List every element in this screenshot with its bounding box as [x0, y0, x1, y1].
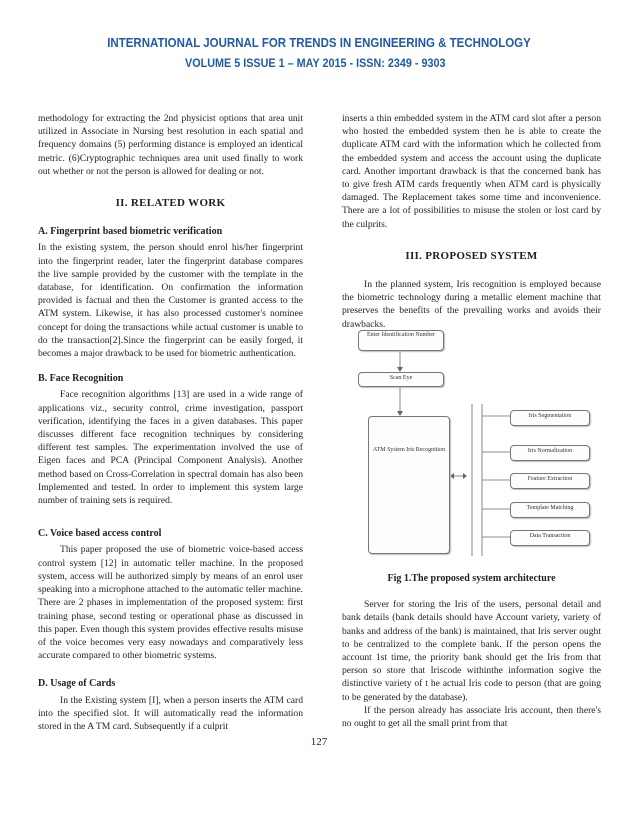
- right-paragraph-4: If the person already has associate Iris account, then there's no ought to get all the small print from that: [342, 704, 601, 730]
- box-iris-segmentation: Iris Segmentation: [510, 410, 590, 426]
- system-architecture-figure: [358, 326, 590, 560]
- right-paragraph-2: In the planned system, Iris recognition is employed because the biometric technology during a metallic element machine that preserves the benefits of the prevailing works and avoids their drawbacks.: [342, 279, 601, 330]
- subsection-heading-cards: D. Usage of Cards: [38, 678, 116, 690]
- right-column-lower: [342, 572, 601, 730]
- left-column: [38, 112, 303, 733]
- right-paragraph-3: Server for storing the Iris of the users, personal detail and bank details (bank details should have Account variety, variety of banks and address of the bank) is maintained, that Iris server ought to be centralized to the complete bank. If the person opens the account 1st time, the priority bank should get the Iris from that person so store that Iriscode withinthe information sogive the distinctive variety of t he actual Iris code to person (that are going to be generated by the database).: [342, 599, 601, 703]
- box-template-matching: Template Matching: [510, 502, 590, 518]
- journal-title: INTERNATIONAL JOURNAL FOR TRENDS IN ENGINEERING & TECHNOLOGY: [107, 36, 531, 50]
- fingerprint-paragraph: In the existing system, the person should enrol his/her fingerprint into the fingerprint reader, later the fingerprint database compares the live sample provided by the customer with the template in the database, for identification. On confirmation the information provided is factual and then the Customer is granted access to the ATM system. Likewise, it has also processed customer's nominee concept for doing the transactions while actual customer is unable to do the transaction[2].Since the fingerprint can be easily forged, it becomes a major drawback to be used for biometric authentication.: [38, 242, 303, 360]
- subsection-heading-face: B. Face Recognition: [38, 373, 124, 385]
- right-column: [342, 112, 601, 331]
- voice-paragraph: This paper proposed the use of biometric voice-based access control system [12] in automatic teller machine. In the proposed system, access will be authorized simply by means of an enrol user speaking into a microphone attached to the automatic teller machine. There are 2 phases in implementation of the proposed system: first training phase, second testing or operational phase as discussed in this paper. Even though this system provides effective results misuse of the voice becomes very easy nowadays and comparatively less accurate compared to other biometric systems.: [38, 544, 303, 662]
- page-number: 127: [310, 736, 328, 748]
- box-enter-identification: Enter Identification Number: [358, 330, 444, 351]
- right-paragraph-1: inserts a thin embedded system in the ATM card slot after a person who hosted the embedded system then he is able to create the duplicate ATM card with the information which he collected from the embedded system and access the account using the duplicate card. Another important drawback is that the concerned bank has to give fresh ATM cards frequently when ATM card is physically damaged. The Replacement takes some time and inconvenience. There are a lot of possibilities to misuse the stolen or lost card by the culprits.: [342, 113, 601, 230]
- section-heading-proposed-system: III. PROPOSED SYSTEM: [405, 249, 538, 262]
- cards-paragraph: In the Existing system [I], when a person inserts the ATM card into the specified slot. It will automatically read the information stored in the A TM card. Subsequently if a culprit: [38, 694, 303, 732]
- box-scan-eye: Scan Eye: [358, 372, 444, 387]
- box-feature-extraction: Feature Extraction: [510, 473, 590, 489]
- section-heading-related-work: II. RELATED WORK: [115, 197, 226, 210]
- box-data-transaction: Data Transaction: [510, 530, 590, 546]
- subsection-heading-fingerprint: A. Fingerprint based biometric verification: [38, 226, 223, 238]
- figure-caption: Fig 1.The proposed system architecture: [387, 573, 556, 584]
- subsection-heading-voice: C. Voice based access control: [38, 528, 162, 540]
- box-iris-normalization: Iris Normalization: [510, 445, 590, 461]
- face-paragraph: Face recognition algorithms [13] are used in a wide range of applications viz., security control, crime investigation, passport verification, identifying the faces in a given databases. This paper discusses different face recognition techniques by considering different test samples. The experimentation involved the use of Eigen faces and PCA (Principal Component Analysis). Another method based on Cross-Correlation in spectral domain has also been Implemented and tested. In order to implement this system large number of training sets is required.: [38, 389, 303, 507]
- intro-paragraph: methodology for extracting the 2nd physicist options that area unit utilized in Associate in Nursing best resolution in each spatial and frequency domains (5) performing distance is employed an identical metric. (6)Cryptographic techniques area unit used finally to work out whether or not the person is allowed for dealing or not.: [38, 113, 303, 177]
- box-atm-system: ATM System Iris Recognition: [368, 416, 450, 554]
- journal-volume: VOLUME 5 ISSUE 1 – MAY 2015 - ISSN: 2349 - 9303: [185, 56, 446, 70]
